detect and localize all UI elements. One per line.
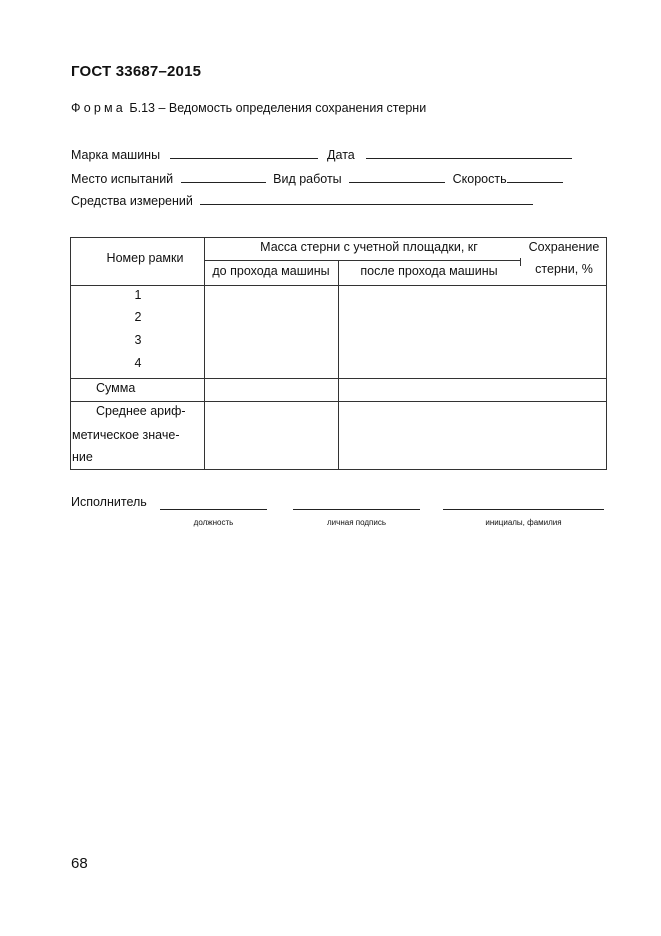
place-label: Место испытаний [71,172,174,186]
brand-input-line[interactable] [170,147,318,159]
speed-input-line[interactable] [507,171,563,183]
form-label: Форма [71,101,126,115]
mean-label-line3: ние [72,450,93,464]
date-label: Дата [327,148,355,162]
brand-label: Марка машины [71,148,161,162]
executor-label: Исполнитель [71,495,147,509]
caption-name: инициалы, фамилия [485,518,562,527]
mean-label-line2: метическое значе- [72,428,180,442]
field-row-instruments [71,193,533,208]
table-row-1: 1 [134,288,142,302]
sum-label: Сумма [96,381,136,395]
instruments-label: Средства измерений [71,194,193,208]
date-input-line[interactable] [366,147,572,159]
speed-label: Скорость [452,172,507,186]
caption-position: должность [193,518,234,527]
header-after-pass: после прохода машины [360,264,498,278]
sum-bottom-line [71,401,606,402]
position-line[interactable] [160,509,267,510]
name-line[interactable] [443,509,604,510]
rows-bottom-line [71,378,606,379]
instruments-input-line[interactable] [200,193,533,205]
header-mass-group: Масса стерни с учетной площадки, кг [260,240,478,254]
work-input-line[interactable] [349,171,445,183]
table-row-4: 4 [134,356,142,370]
form-title [71,101,426,115]
header-frame-number: Номер рамки [106,251,184,265]
header-keep-line2: стерни, % [535,262,593,276]
work-label: Вид работы [273,172,342,186]
mass-subheader-line [204,260,520,261]
table-row-2: 2 [134,310,142,324]
mean-label-line1: Среднее ариф- [96,404,186,418]
caption-signature: личная подпись [327,518,386,527]
col-divider-2 [338,261,339,469]
field-row-brand [71,147,572,162]
stubble-table [70,237,607,470]
header-bottom-line [71,285,606,286]
signature-line[interactable] [293,509,420,510]
standard-number: ГОСТ 33687–2015 [71,63,202,80]
field-row-place [71,171,563,186]
page-number: 68 [71,855,88,872]
place-input-line[interactable] [181,171,266,183]
form-title-text: Б.13 – Ведомость определения сохранения стерни [125,101,427,115]
table-row-3: 3 [134,333,142,347]
header-before-pass: до прохода машины [212,264,330,278]
header-keep-line1: Сохранение [528,240,600,254]
